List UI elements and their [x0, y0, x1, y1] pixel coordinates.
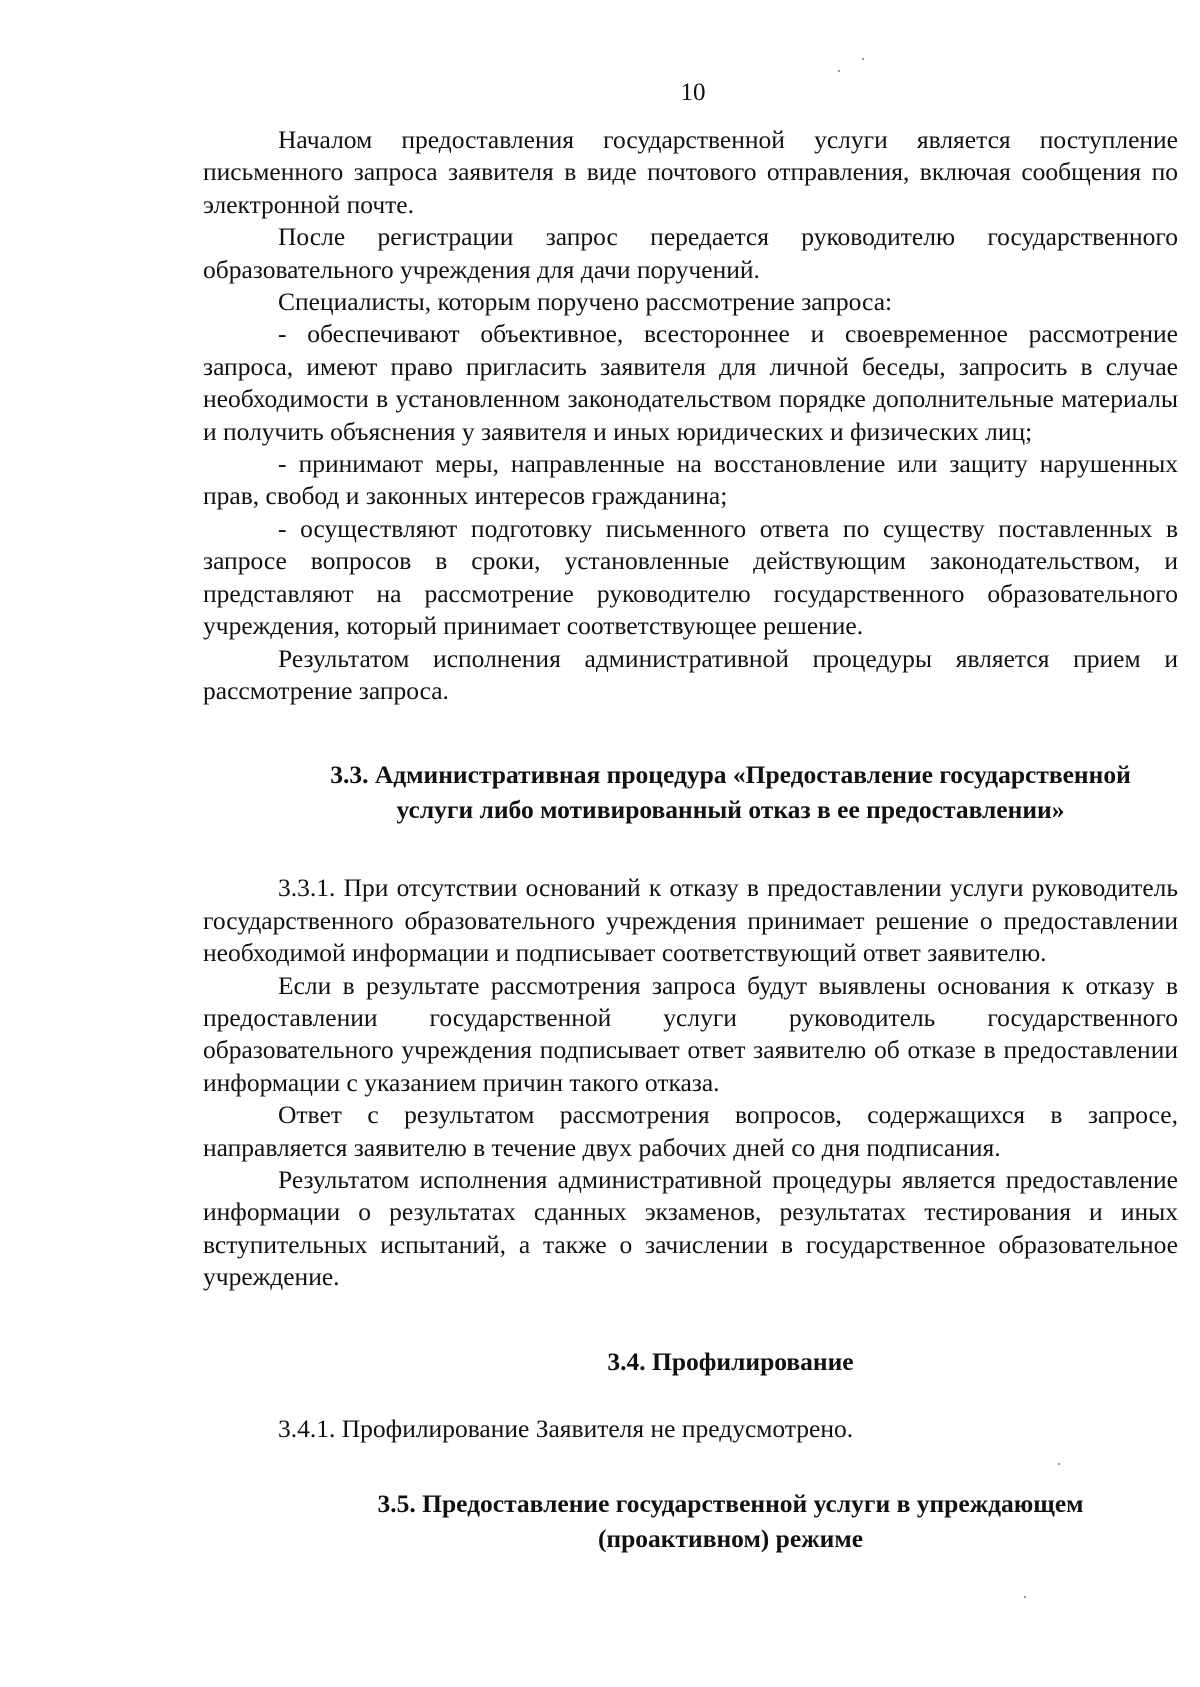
scan-speck	[862, 58, 864, 60]
paragraph-result-receipt: Результатом исполнения административной процедуры является прием и рассмотрение запроса.	[203, 643, 1178, 705]
section-heading-3-3-line1: 3.3. Административная процедура «Предоставление государственной	[330, 760, 1131, 790]
scan-speck	[1024, 1596, 1026, 1598]
section-heading-3-5	[203, 1486, 1178, 1556]
document-body	[203, 124, 1178, 1556]
section-heading-3-5-line2: (проактивном) режиме	[597, 1524, 864, 1554]
section-heading-3-5-line1: 3.5. Предоставление государственной услуги в упреждающем	[377, 1489, 1084, 1519]
section-heading-3-4: 3.4. Профилирование	[607, 1346, 854, 1376]
paragraph-3-4-1: 3.4.1. Профилирование Заявителя не предусмотрено.	[278, 1414, 854, 1443]
list-item-ensure-review: - обеспечивают объективное, всестороннее и своевременное рассмотрение запроса, имеют право пригласить заявителя для личной беседы, запросить в случае необходимости в установленном законодательством порядке дополнительные материалы и получить объяснения у заявителя и иных юридических и физических лиц;	[203, 319, 1178, 446]
section-heading-3-3-line2: услуги либо мотивированный отказ в ее предоставлении»	[396, 795, 1065, 825]
page-number: 10	[680, 79, 706, 106]
paragraph-result-provision: Результатом исполнения административной процедуры является предоставление информации о результатах сданных экзаменов, результатах тестирования и иных вступительных испытаний, а также о зачислении в государственное образовательное учреждение.	[203, 1164, 1178, 1292]
paragraph-3-3-1: 3.3.1. При отсутствии оснований к отказу в предоставлении услуги руководитель государственного образовательного учреждения принимает решение о предоставлении необходимой информации и подписывает соответствующий ответ заявителю.	[203, 873, 1178, 968]
scan-speck	[1058, 1463, 1060, 1465]
paragraph-specialists: Специалисты, которым поручено рассмотрение запроса:	[278, 287, 893, 317]
scan-speck	[838, 70, 840, 72]
section-heading-3-3	[203, 757, 1178, 827]
list-item-take-measures: - принимают меры, направленные на восстановление или защиту нарушенных прав, свобод и законных интересов гражданина;	[203, 449, 1178, 511]
paragraph-registration: После регистрации запрос передается руководителю государственного образовательного учреждения для дачи поручений.	[203, 222, 1178, 284]
paragraph-service-start: Началом предоставления государственной услуги является поступление письменного запроса заявителя в виде почтового отправления, включая сообщения по электронной почте.	[203, 125, 1178, 219]
list-item-prepare-answer: - осуществляют подготовку письменного ответа по существу поставленных в запросе вопросов в сроки, установленные действующим законодательством, и представляют на рассмотрение руководителю государственного образовательного учреждения, который принимает соответствующее решение.	[203, 513, 1178, 641]
paragraph-answer-sent: Ответ с результатом рассмотрения вопросов, содержащихся в запросе, направляется заявителю в течение двух рабочих дней со дня подписания.	[203, 1100, 1178, 1162]
paragraph-refusal: Если в результате рассмотрения запроса будут выявлены основания к отказу в предоставлении государственной услуги руководитель государственного образовательного учреждения подписывает ответ заявителю об отказе в предоставлении информации с указанием причин такого отказа.	[203, 970, 1178, 1097]
